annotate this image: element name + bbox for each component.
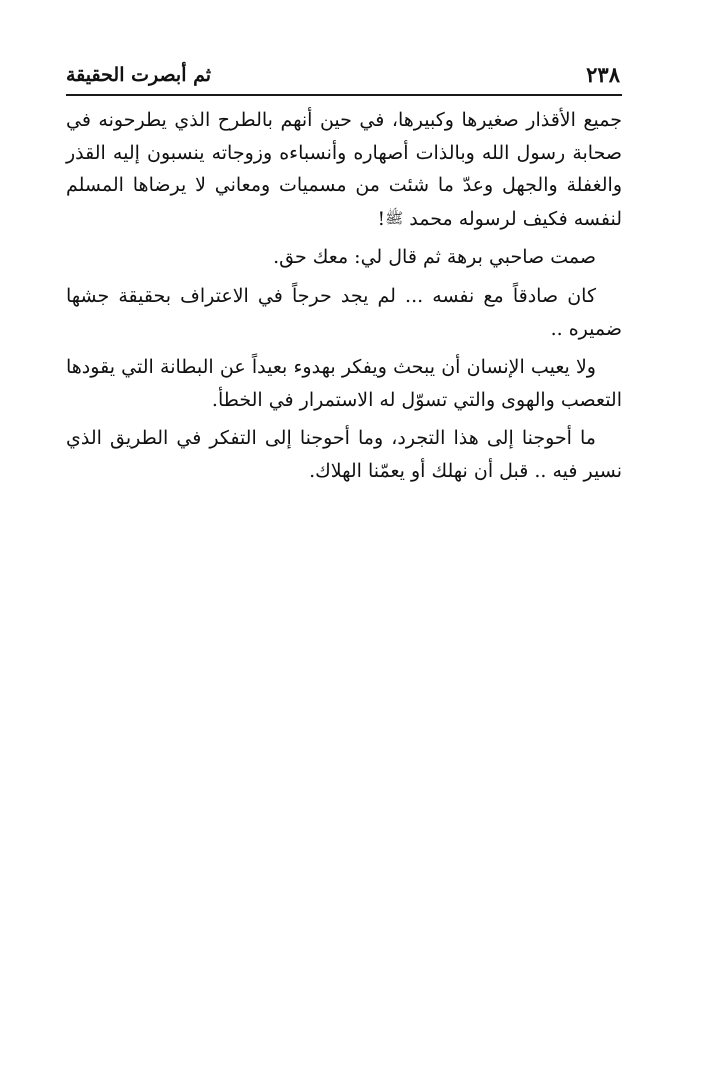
honorific-symbol: ﷺ [385,208,404,227]
body-text [66,104,622,494]
paragraph-1-text: جميع الأقذار صغيرها وكبيرها، في حين أنهم بالطرح الذي يطرحونه في صحابة رسول الله وبالذات أصهاره وأنسباءه وزوجاته ينسبون إليه القذر والغفلة والجهل وعدّ ما شئت من مسميات ومعاني لا يرضاها المسلم لنفسه فكيف لرسوله محمد [66,109,622,230]
page-header [66,60,622,96]
paragraph-1 [66,104,622,235]
paragraph-3: كان صادقاً مع نفسه ... لم يجد حرجاً في الاعتراف بحقيقة جشها ضميره .. [66,284,622,340]
running-title: ثم أبصرت الحقيقة [66,64,212,86]
paragraph-2: صمت صاحبي برهة ثم قال لي: معك حق. [273,246,596,269]
paragraph-5: ما أحوجنا إلى هذا التجرد، وما أحوجنا إلى التفكر في الطريق الذي نسير فيه .. قبل أن نهلك أو يعمّنا الهلاك. [66,427,622,482]
paragraph-1-end: ! [377,207,386,230]
page-number: ٢٣٨ [586,62,620,87]
paragraph-4: ولا يعيب الإنسان أن يبحث ويفكر بهدوء بعيداً عن البطانة التي يقودها التعصب والهوى والتي تسوّل له الاستمرار في الخطأ. [66,356,622,411]
